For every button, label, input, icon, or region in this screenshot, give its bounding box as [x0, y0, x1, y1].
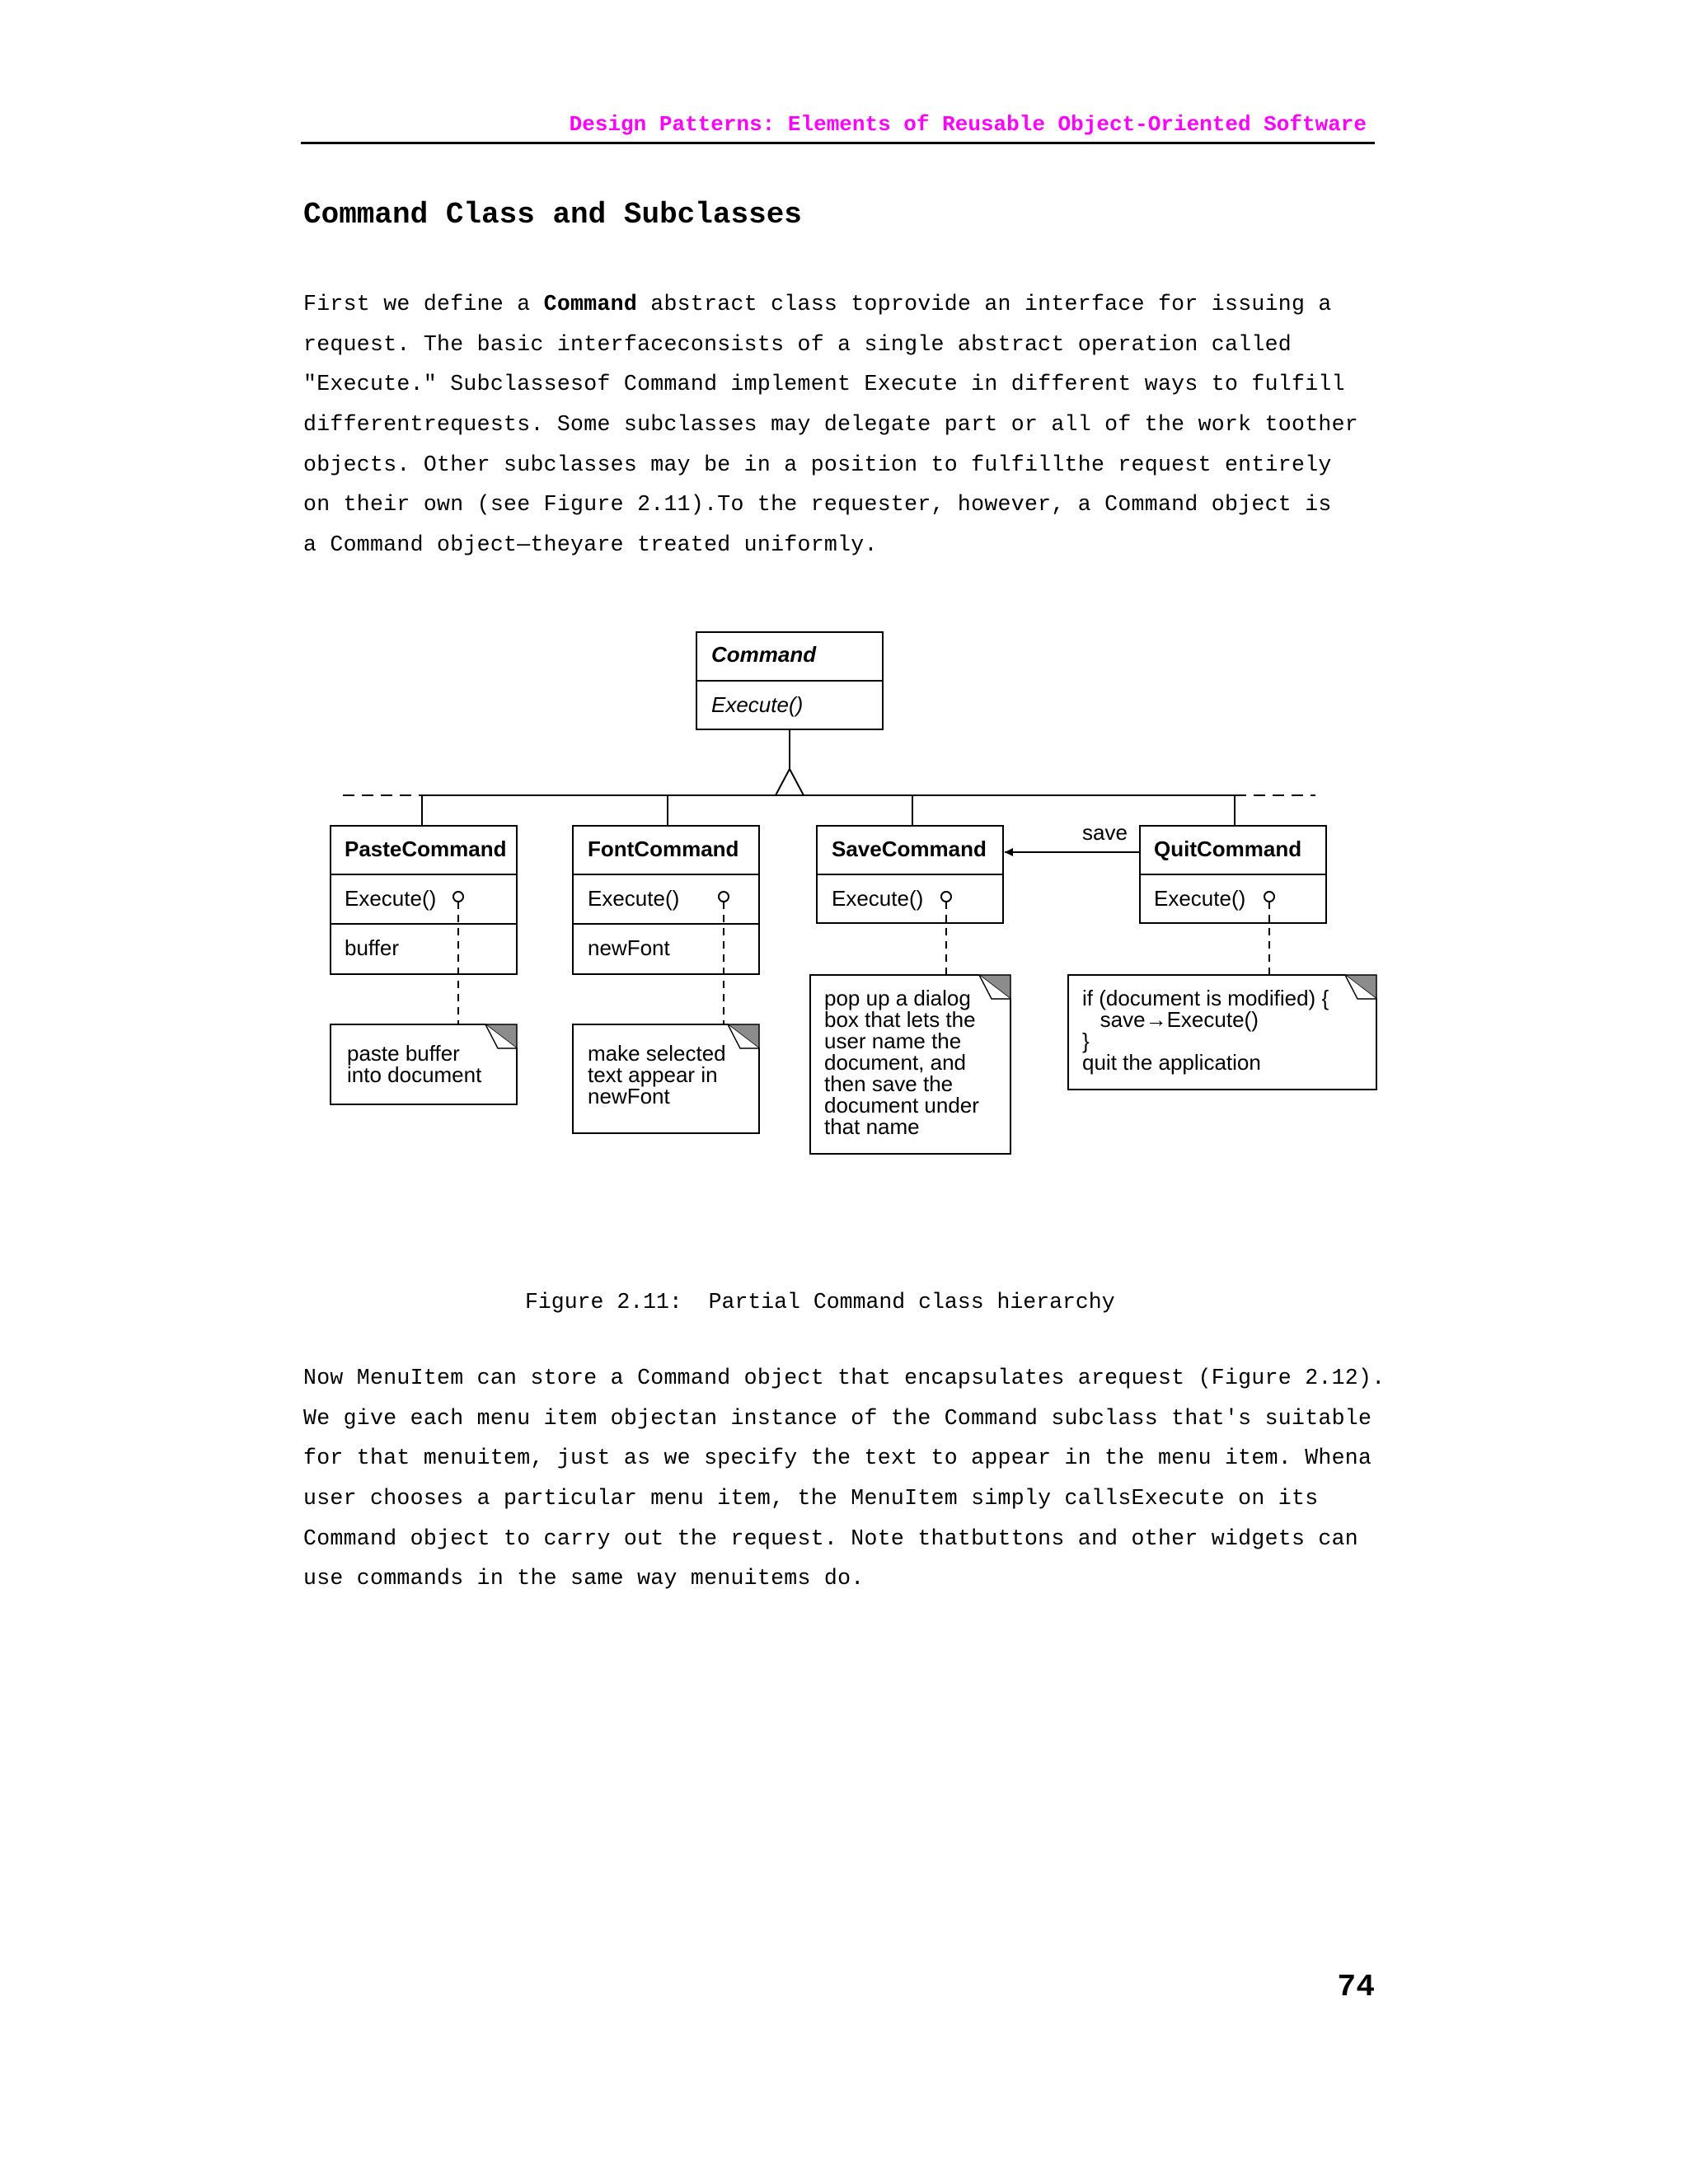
- note-line: if (document is modified) {: [1082, 986, 1329, 1010]
- text-line: We give each menu item objectan instance of the Command subclass that's suitable: [303, 1405, 1372, 1431]
- association-label: save: [1082, 820, 1128, 845]
- note-line: box that lets the: [824, 1007, 976, 1032]
- command-class-box: [696, 632, 883, 729]
- note-line: text appear in: [588, 1062, 718, 1087]
- text-line: on their own (see Figure 2.11).To the requester, however, a Command object is: [303, 492, 1332, 518]
- inheritance-connector: [343, 729, 1315, 826]
- note-line: }: [1082, 1029, 1090, 1053]
- text-line: for that menuitem, just as we specify the text to appear in the menu item. Whena: [303, 1446, 1372, 1471]
- text-line: Now MenuItem can store a Command object that encapsulates arequest (Figure 2.12).: [303, 1366, 1386, 1390]
- note-line: user name the: [824, 1029, 962, 1053]
- save-association: [1005, 820, 1140, 852]
- font-command-attribute: newFont: [588, 935, 670, 960]
- running-header: [301, 109, 1375, 144]
- text-line: "Execute." Subclassesof Command implement Execute in different ways to fulfill: [303, 372, 1345, 397]
- text-line: objects. Other subclasses may be in a position to fulfillthe request entirely: [303, 452, 1332, 477]
- page-number: 74: [1337, 1970, 1375, 2005]
- save-command-operation: Execute(): [832, 886, 924, 911]
- command-class-operation: Execute(): [711, 692, 804, 717]
- note-line: pop up a dialog: [824, 986, 971, 1010]
- command-class-name: Command: [711, 642, 817, 667]
- text-line: user chooses a particular menu item, the MenuItem simply callsExecute on its: [303, 1486, 1319, 1511]
- paste-command-name: PasteCommand: [345, 837, 507, 861]
- text-line: a Command object—theyare treated uniformly.: [303, 532, 878, 558]
- text-line: differentrequests. Some subclasses may delegate part or all of the work toother: [303, 412, 1359, 438]
- quit-command-class-box: [1140, 826, 1326, 923]
- text-line: First we define a Command abstract class toprovide an interface for issuing a: [303, 292, 1332, 316]
- quit-command-operation: Execute(): [1154, 886, 1246, 911]
- font-command-class-box: [573, 826, 759, 974]
- paste-note: [331, 1024, 517, 1104]
- body-paragraph: [303, 1358, 1386, 1599]
- save-command-name: SaveCommand: [832, 837, 987, 861]
- text-line: Command object to carry out the request. Note thatbuttons and other widgets can: [303, 1526, 1359, 1551]
- note-line: document, and: [824, 1050, 967, 1075]
- note-line: paste buffer: [347, 1041, 460, 1066]
- intro-paragraph: [303, 284, 1375, 565]
- font-command-operation: Execute(): [588, 886, 680, 911]
- book-title: Design Patterns: Elements of Reusable Object-Oriented Software: [569, 112, 1367, 137]
- paste-command-operation: Execute(): [345, 886, 437, 911]
- section-heading: Command Class and Subclasses: [303, 198, 802, 232]
- note-line: that name: [824, 1114, 920, 1139]
- note-line: make selected: [588, 1041, 726, 1066]
- quit-command-name: QuitCommand: [1154, 837, 1302, 861]
- quit-note: [1068, 975, 1376, 1090]
- note-line: newFont: [588, 1084, 670, 1108]
- save-command-class-box: [817, 826, 1003, 923]
- font-note: [573, 1024, 759, 1133]
- note-line: into document: [347, 1062, 482, 1087]
- paste-command-class-box: [331, 826, 517, 974]
- save-note: [810, 975, 1010, 1154]
- font-command-name: FontCommand: [588, 837, 739, 861]
- text-line: use commands in the same way menuitems do.: [303, 1566, 865, 1591]
- class-name-emphasis: Command: [543, 292, 638, 316]
- note-line: document under: [824, 1093, 979, 1118]
- paste-command-attribute: buffer: [345, 935, 400, 960]
- text-line: request. The basic interfaceconsists of a single abstract operation called: [303, 331, 1292, 357]
- figure-caption: Figure 2.11: Partial Command class hierarchy: [525, 1290, 1115, 1315]
- note-line: then save the: [824, 1071, 954, 1096]
- note-line: save→Execute(): [1082, 1007, 1259, 1032]
- note-line: quit the application: [1082, 1050, 1261, 1075]
